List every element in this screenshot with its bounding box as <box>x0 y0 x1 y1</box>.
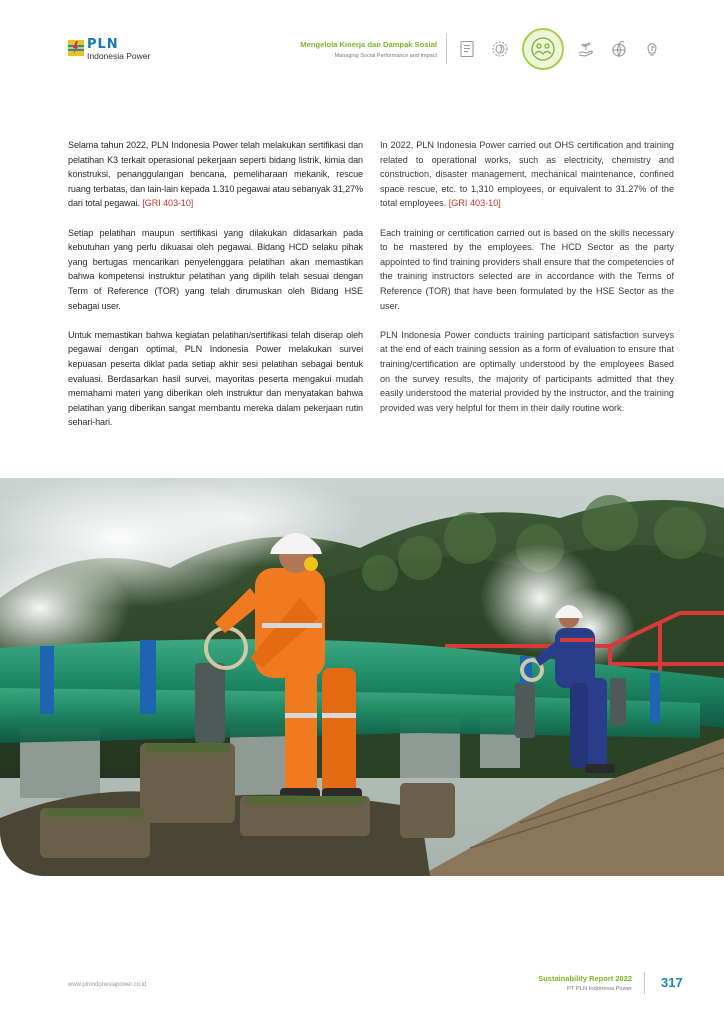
pln-logo-icon <box>68 40 84 56</box>
right-paragraph-1 <box>380 138 674 211</box>
footer-divider <box>644 972 645 994</box>
company-logo <box>68 38 150 61</box>
footer-titles <box>538 974 632 992</box>
left-paragraph-3: Untuk memastikan bahwa kegiatan pelatihan/sertifikasi telah diserap oleh pegawai dengan optimal, PLN Indonesia Power melakukan survei kepuasan peserta diklat pada setiap akhir sesi pelatihan sebagai bentuk evaluasi. Berdasarkan hasil survei, mayoritas peserta mengakui mudah memahami materi yang diberikan oleh instruktur dan menyatakan bahwa pelatihan yang diberikan sangat membantu mereka dalam pekerjaan rutin sehari-hari. <box>68 329 363 428</box>
left-paragraph-2: Setiap pelatihan maupun sertifikasi yang dilakukan didasarkan pada kebutuhan yang perlu dikuasai oleh pegawai. Bidang HCD selaku pihak yang bertugas mencarikan penyelenggara pelatihan akan memastikan bahwa kompetensi instruktur pelatihan yang dipilih telah sesuai dengan Term of Reference (TOR) yang telah dirumuskan oleh Bidang HSE sebagai user. <box>68 227 363 311</box>
company-name: PT PLN Indonesia Power <box>567 986 632 992</box>
chapter-nav <box>456 28 674 70</box>
bulb-leaf-icon[interactable] <box>641 38 663 60</box>
left-paragraph-1-text: Selama tahun 2022, PLN Indonesia Power telah melakukan sertifikasi dan pelatihan K3 terkait operasional pekerjaan seperti bidang listrik, kimia dan konstruksi, penanggulangan bencana, pemeliharaan mekanik, rescue ruang terbatas, dan lain-lain kepada 1.310 pegawai atau sebanyak 31,27% dari total pegawai. <box>68 140 363 209</box>
logo-brand: PLN <box>87 37 119 52</box>
report-title: Sustainability Report 2022 <box>538 974 632 983</box>
hand-plant-icon[interactable] <box>575 38 597 60</box>
globe-leaf-icon[interactable] <box>608 38 630 60</box>
section-title: Mengelola Kinerja dan Dampak Sosial <box>300 40 437 49</box>
gear-leaf-icon[interactable] <box>489 38 511 60</box>
left-paragraph-1 <box>68 138 363 211</box>
gri-reference: [GRI 403-10] <box>142 198 194 209</box>
website-url[interactable]: www.plnindonesiapower.co.id <box>68 982 147 988</box>
geothermal-pipeline-workers-photo <box>0 478 724 876</box>
right-paragraph-2: Each training or certification carried out is based on the skills necessary to be mastered by the employees. The HCD Sector as the party appointed to find training providers shall ensure that the competencies of the training instructors selected are in accordance with the Terms of Reference (TOR) that have been formulated by the HSE Sector as the user. <box>380 227 674 311</box>
logo-subtitle: Indonesia Power <box>87 51 151 61</box>
header-divider <box>446 34 447 64</box>
page-number: 317 <box>661 975 683 990</box>
left-column-indonesian <box>68 138 363 444</box>
gri-reference: [GRI 403-10] <box>448 198 501 209</box>
right-paragraph-3: PLN Indonesia Power conducts training participant satisfaction surveys at the end of each training session as a form of evaluation to ensure that training/certification are optimally understood by the employees Based on the survey results, the majority of participants admitted that they easily understood the material provided by the instructor, and the training provided was very helpful for them in their daily routine work. <box>380 329 674 413</box>
people-circle-icon[interactable] <box>522 28 564 70</box>
right-column-english <box>380 138 674 430</box>
section-subtitle: Managing Social Performance and Impact <box>334 53 437 59</box>
document-icon[interactable] <box>456 38 478 60</box>
right-paragraph-1-text: In 2022, PLN Indonesia Power carried out OHS certification and training related to operational works, such as electricity, chemistry and construction, disaster management, mechanical maintenance, confined space rescue, etc. to 1,310 employees, or equivalent to 31.27% of the total employees. <box>380 140 674 209</box>
section-header <box>300 40 437 59</box>
